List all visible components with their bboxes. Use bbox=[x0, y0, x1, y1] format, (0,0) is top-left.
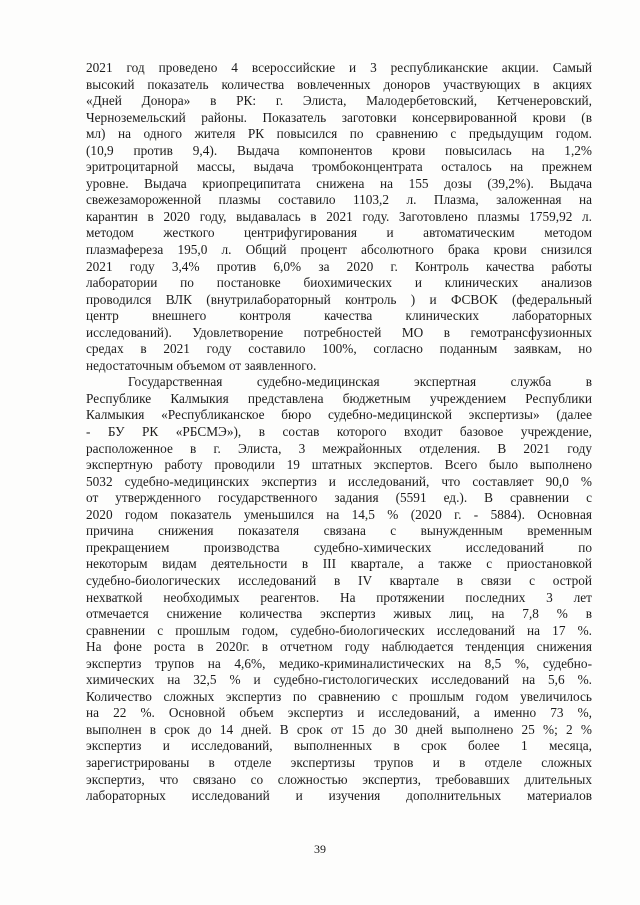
text-line: На фоне роста в 2020г. в отчетном году наблюдается тенденция снижения bbox=[86, 639, 592, 655]
text-line: лаборатории по постановке биохимических и клинических анализов bbox=[86, 275, 592, 291]
body-text bbox=[86, 60, 592, 805]
text-line: на 22 %. Основной объем экспертиз и исследований, а именно 73 %, bbox=[86, 705, 592, 721]
text-line: некоторым видам деятельности в III квартале, а также с приостановкой bbox=[86, 556, 592, 572]
text-line: отмечается снижение количества экспертиз живых лиц, на 7,8 % в bbox=[86, 606, 592, 622]
text-line: от утвержденного государственного задания (5591 ед.). В сравнении с bbox=[86, 490, 592, 506]
page-number: 39 bbox=[314, 842, 326, 856]
text-line: 2021 год проведено 4 всероссийские и 3 республиканские акции. Самый bbox=[86, 60, 592, 75]
text-line: средах в 2021 году составило 100%, согласно поданным заявкам, но bbox=[86, 341, 592, 357]
text-line: нехваткой необходимых реагентов. На протяжении последних 3 лет bbox=[86, 589, 592, 605]
text-line: экспертиз трупов на 4,6%, медико-криминалистических на 8,5 %, судебно- bbox=[86, 655, 592, 671]
text-line: расположенное в г. Элиста, 3 межрайонных отделения. В 2021 году bbox=[86, 440, 592, 456]
text-line: исследований). Удовлетворение потребностей МО в гемотрансфузионных bbox=[86, 324, 592, 340]
text-line: недостаточным объемом от заявленного. bbox=[86, 357, 317, 373]
text-line: Количество сложных экспертиз по сравнению с прошлым годом увеличилось bbox=[86, 688, 592, 704]
text-line: проводился ВЛК (внутрилабораторный контроль ) и ФСВОК (федеральный bbox=[86, 291, 592, 307]
text-line: уровне. Выдача криопреципитата снижена на 155 дозы (39,2%). Выдача bbox=[86, 175, 592, 191]
text-line: методом жесткого центрифугирования и автоматическим методом bbox=[86, 225, 592, 241]
text-line: свежезамороженной плазмы составило 1103,2 л. Плазма, заложенная на bbox=[86, 192, 592, 208]
text-line: 2020 годом показатель уменьшился на 14,5 % (2020 г. - 5884). Основная bbox=[86, 506, 592, 522]
text-line: сравнении с прошлым годом, судебно-биологических исследований на 17 %. bbox=[86, 622, 592, 638]
text-line: плазмафереза 195,0 л. Общий процент абсолютного брака крови снизился bbox=[86, 242, 592, 258]
text-line: лабораторных исследований и изучения дополнительных материалов bbox=[86, 788, 592, 804]
text-line: мл) на одного жителя РК повысился по сравнению с предыдущим годом. bbox=[86, 126, 592, 142]
text-line: экспертиз и исследований, выполненных в срок более 1 месяца, bbox=[86, 738, 592, 754]
text-line: выполнен в срок до 14 дней. В срок от 15 до 30 дней выполнено 25 %; 2 % bbox=[86, 721, 592, 737]
text-line: зарегистрированы в отделе экспертизы трупов и в отделе сложных bbox=[86, 754, 592, 770]
text-line: эритроцитарной массы, выдача тромбоконцентрата осталось на прежнем bbox=[86, 159, 592, 175]
text-line: Черноземельский районы. Показатель заготовки консервированной крови (в bbox=[86, 109, 592, 125]
text-line: Республике Калмыкия представлена бюджетным учреждением Республики bbox=[86, 390, 592, 406]
text-line: карантин в 2020 году, выдавалась в 2021 году. Заготовлено плазмы 1759,92 л. bbox=[86, 208, 592, 224]
text-line: химических на 32,5 % и судебно-гистологических исследований на 5,6 %. bbox=[86, 672, 592, 688]
text-line: экспертную работу проводили 19 штатных экспертов. Всего было выполнено bbox=[86, 457, 592, 473]
text-line: Калмыкия «Республиканское бюро судебно-медицинской экспертизы» (далее bbox=[86, 407, 592, 423]
text-line: экспертиз, что связано со сложностью экспертиз, требовавших длительных bbox=[86, 771, 592, 787]
text-line: центр внешнего контроля качества клинических лабораторных bbox=[86, 308, 592, 324]
text-line: (10,9 против 9,4). Выдача компонентов крови повысилась на 1,2% bbox=[86, 142, 592, 158]
text-line: причина снижения показателя связана с вынужденным временным bbox=[86, 523, 592, 539]
text-line: 2021 году 3,4% против 6,0% за 2020 г. Контроль качества работы bbox=[86, 258, 592, 274]
text-line: «Дней Донора» в РК: г. Элиста, Малодербетовский, Кетченеровский, bbox=[86, 93, 592, 109]
text-line: 5032 судебно-медицинских экспертиз и исследований, что составляет 90,0 % bbox=[86, 473, 592, 489]
text-line: высокий показатель количества вовлеченных доноров участвующих в акциях bbox=[86, 76, 592, 92]
text-line: Государственная судебно-медицинская экспертная служба в bbox=[128, 374, 592, 390]
text-line: - БУ РК «РБСМЭ»), в состав которого входит базовое учреждение, bbox=[86, 424, 592, 440]
text-line: прекращением производства судебно-химических исследований по bbox=[86, 539, 592, 555]
text-line: судебно-биологических исследований в IV квартале в связи с острой bbox=[86, 572, 592, 588]
